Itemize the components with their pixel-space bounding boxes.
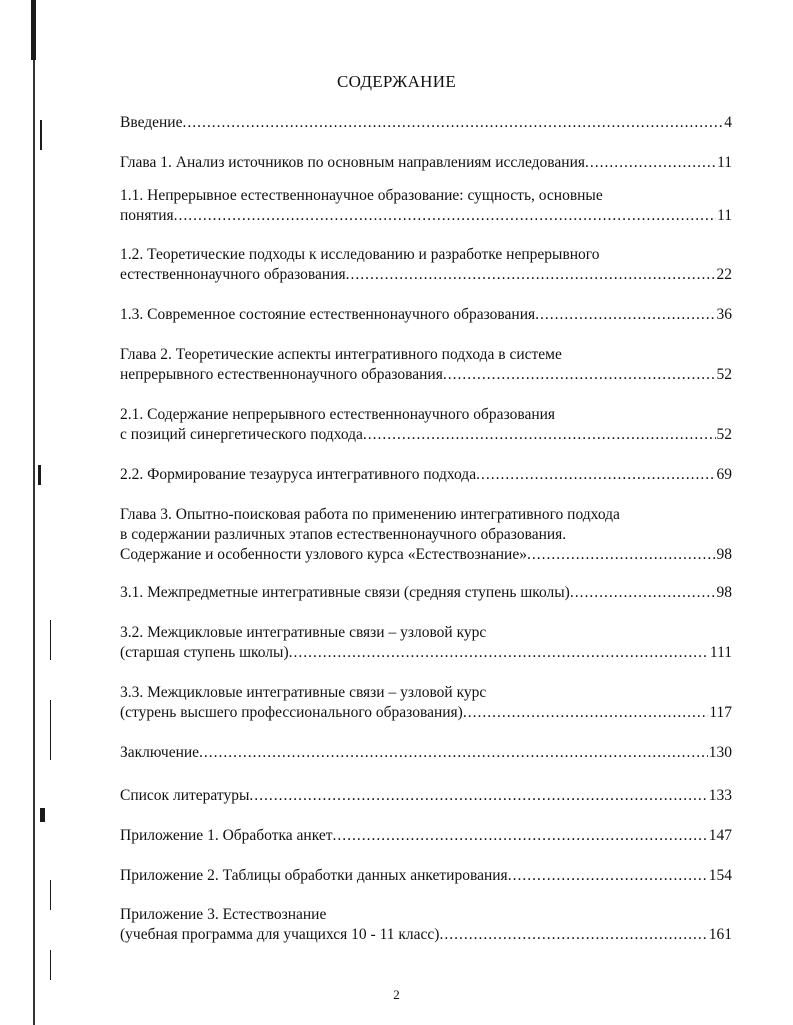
toc-entry	[120, 465, 732, 485]
toc-leader-dots	[249, 786, 707, 806]
toc-entry	[120, 186, 732, 226]
toc-leader-dots	[333, 826, 708, 846]
toc-entry	[120, 245, 732, 285]
toc-entry	[120, 786, 732, 806]
toc-entry-text: Глава 2. Теоретические аспекты интегративного подхода в системе	[120, 346, 562, 363]
toc-entry	[120, 583, 732, 603]
toc-leader-dots	[346, 265, 716, 285]
toc-page-number: 11	[717, 154, 732, 171]
toc-entry	[120, 405, 732, 445]
scan-edge-mark	[40, 808, 45, 822]
toc-entry	[120, 345, 732, 385]
scan-edge-mark	[40, 120, 42, 150]
toc-entry	[120, 153, 732, 173]
toc-leader-dots	[585, 153, 716, 173]
toc-leader-dots	[174, 206, 716, 226]
toc-entry	[120, 743, 732, 763]
toc-entry	[120, 905, 732, 945]
toc-page-number: 22	[716, 266, 732, 283]
toc-leader-dots	[289, 643, 709, 663]
toc-leader-dots	[199, 743, 708, 763]
toc-page-number: 4	[724, 114, 732, 131]
toc-entry	[120, 866, 732, 886]
toc-leader-dots	[439, 925, 707, 945]
toc-leader-dots	[443, 365, 716, 385]
toc-page-number: 52	[716, 426, 732, 443]
toc-entry-text: (стурень высшего профессионального образования)	[120, 704, 463, 721]
toc-entry	[120, 623, 732, 663]
page-number: 2	[393, 987, 400, 1002]
toc-entry	[120, 113, 732, 133]
scan-edge-mark	[50, 620, 51, 660]
toc-page-number: 161	[708, 926, 732, 943]
toc-page-number: 117	[709, 704, 732, 721]
toc-entry-text: Список литературы	[120, 787, 250, 804]
toc-entry-text: с позиций синергетического подхода	[120, 426, 363, 443]
toc-page-number: 52	[716, 366, 732, 383]
toc-entry-text: 3.1. Межпредметные интегративные связи (средняя ступень школы)	[120, 584, 570, 601]
page-title: СОДЕРЖАНИЕ	[336, 72, 457, 91]
toc-entry-text: (учебная программа для учащихся 10 - 11 класс)	[120, 926, 440, 943]
toc-entry-text: 3.2. Межцикловые интегративные связи – узловой курс	[120, 624, 487, 641]
toc-leader-dots	[527, 545, 716, 565]
toc-leader-dots	[570, 583, 716, 603]
toc-page-number: 98	[716, 584, 732, 601]
scan-edge-line	[33, 0, 35, 1025]
toc-entry	[120, 305, 732, 325]
toc-entry-text: Приложение 3. Естествознание	[120, 906, 327, 923]
toc-entry-text: в содержании различных этапов естественнонаучного образования.	[120, 526, 567, 543]
toc-leader-dots	[363, 425, 716, 445]
toc-page-number: 147	[708, 827, 732, 844]
toc-page-number: 36	[716, 306, 732, 323]
scan-edge-mark	[50, 950, 51, 980]
toc-entry-text: 2.1. Содержание непрерывного естественнонаучного образования	[120, 406, 556, 423]
toc-page-number: 154	[708, 867, 732, 884]
toc-page-number: 130	[708, 744, 732, 761]
toc-page-number: 11	[717, 207, 732, 224]
toc-page-number: 111	[709, 644, 732, 661]
toc-entry-text: Заключение	[120, 744, 200, 761]
toc-entry	[120, 826, 732, 846]
toc-page-number: 69	[716, 466, 732, 483]
scan-edge-mark	[38, 465, 41, 485]
scan-edge-mark	[50, 700, 51, 760]
toc-leader-dots	[508, 866, 708, 886]
toc-leader-dots	[476, 465, 715, 485]
toc-leader-dots	[535, 305, 715, 325]
toc-leader-dots	[463, 703, 708, 723]
toc-entry-text: 1.2. Теоретические подходы к исследованию и разработке непрерывного	[120, 246, 600, 263]
toc-entry-text: 3.3. Межцикловые интегративные связи – узловой курс	[120, 684, 487, 701]
toc-entry-text: Приложение 2. Таблицы обработки данных анкетирования	[120, 867, 508, 884]
toc-page-number: 98	[716, 546, 732, 563]
scan-edge-mark	[31, 0, 36, 60]
toc-entry	[120, 505, 732, 565]
toc-leader-dots	[182, 113, 723, 133]
toc-entry-text: понятия	[120, 207, 174, 224]
toc-entry-text: 2.2. Формирование тезауруса интегративного подхода	[120, 466, 477, 483]
toc-entry-text: Глава 1. Анализ источников по основным направлениям исследования	[120, 154, 586, 171]
toc-entry-text: непрерывного естественнонаучного образования	[120, 366, 443, 383]
scan-edge-mark	[50, 880, 51, 910]
toc-entry-text: Глава 3. Опытно-поисковая работа по применению интегративного подхода	[120, 506, 620, 523]
toc-entry-text: Содержание и особенности узлового курса «Естествознание»	[120, 546, 527, 563]
toc-entry-text: (старшая ступень школы)	[120, 644, 289, 661]
toc-entry-text: естественнонаучного образования	[120, 266, 346, 283]
toc-page-number: 133	[708, 787, 732, 804]
toc-entry	[120, 683, 732, 723]
toc-entry-text: Приложение 1. Обработка анкет	[120, 827, 333, 844]
toc-entry-text: 1.3. Современное состояние естественнонаучного образования	[120, 306, 536, 323]
toc-entry-text: 1.1. Непрерывное естественнонаучное образование: сущность, основные	[120, 187, 603, 204]
toc-entry-text: Введение	[120, 114, 183, 131]
